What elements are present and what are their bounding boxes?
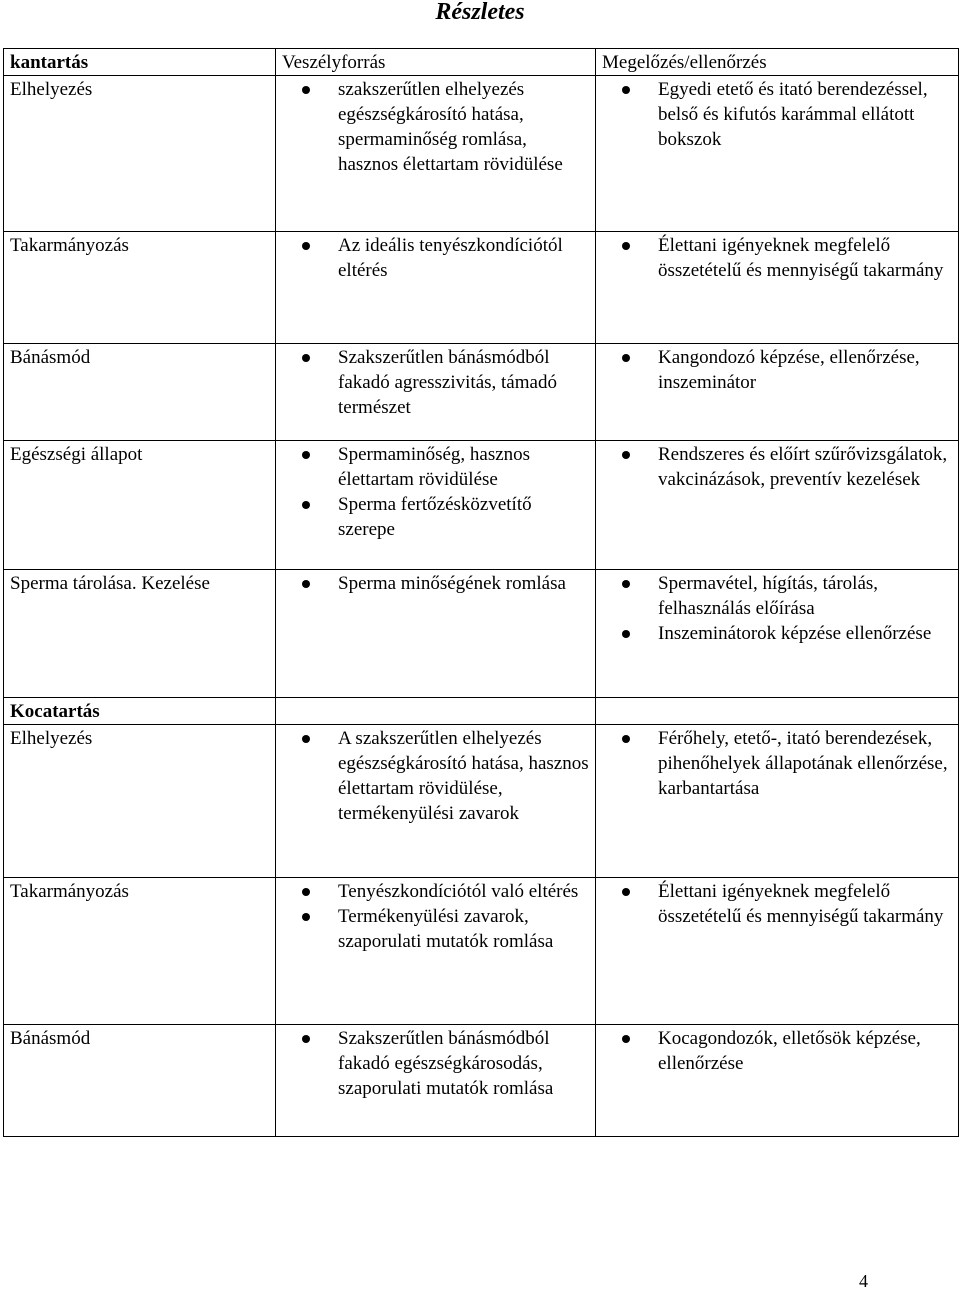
hazard-item: A szakszerűtlen elhelyezés egészségkárosító hatása, hasznos élettartam rövidülése, termékenyülési zavarok: [338, 728, 589, 824]
empty-cell: [276, 698, 596, 725]
table-row: [4, 344, 959, 441]
measure-cell: [596, 441, 959, 570]
row-label: Sperma tárolása. Kezelése: [4, 570, 276, 698]
hazard-table: [3, 48, 959, 1137]
measure-item: Egyedi etető és itató berendezéssel, belső és kifutós karámmal ellátott bokszok: [658, 77, 952, 152]
measure-item: Férőhely, etető-, itató berendezések, pihenőhelyek állapotának ellenőrzése, karbantartása: [658, 726, 952, 801]
row-label: Bánásmód: [4, 1025, 276, 1137]
hazard-item: Spermaminőség, hasznos élettartam rövidülése: [338, 442, 589, 492]
hazard-item: Szakszerűtlen bánásmódból fakadó agresszivitás, támadó természet: [338, 345, 589, 420]
hazard-cell: [276, 232, 596, 344]
measure-item: Rendszeres és előírt szűrővizsgálatok, vakcinázások, preventív kezelések: [658, 442, 952, 492]
header-kantartas: kantartás: [4, 49, 276, 76]
table-row: [4, 878, 959, 1025]
empty-cell: [596, 698, 959, 725]
table-row: [4, 570, 959, 698]
row-label: Bánásmód: [4, 344, 276, 441]
page-number: 4: [859, 1271, 868, 1291]
hazard-item: Sperma fertőzésközvetítő szerepe: [338, 492, 589, 542]
measure-cell: [596, 878, 959, 1025]
row-label: Takarmányozás: [4, 232, 276, 344]
hazard-cell: [276, 570, 596, 698]
row-label: Egészségi állapot: [4, 441, 276, 570]
measure-cell: [596, 725, 959, 878]
measure-cell: [596, 232, 959, 344]
row-label: Takarmányozás: [4, 878, 276, 1025]
hazard-cell: [276, 441, 596, 570]
hazard-item: Szakszerűtlen bánásmódból fakadó egészségkárosodás, szaporulati mutatók romlása: [338, 1026, 589, 1101]
measure-item: Élettani igényeknek megfelelő összetételű és mennyiségű takarmány: [658, 879, 952, 929]
measure-cell: [596, 570, 959, 698]
hazard-item: szakszerűtlen elhelyezés egészségkárosító hatása, spermaminőség romlása, hasznos élettartam rövidülése: [338, 77, 589, 177]
measure-item: Spermavétel, hígítás, tárolás, felhasználás előírása: [658, 571, 952, 621]
table-row: [4, 441, 959, 570]
measure-cell: [596, 344, 959, 441]
hazard-item: Az ideális tenyészkondíciótól eltérés: [338, 233, 589, 283]
row-label: Elhelyezés: [4, 725, 276, 878]
header-megelozes: Megelőzés/ellenőrzés: [596, 49, 959, 76]
header-veszelyforras: Veszélyforrás: [276, 49, 596, 76]
measure-cell: [596, 1025, 959, 1137]
measure-item: Inszeminátorok képzése ellenőrzése: [658, 621, 952, 646]
hazard-cell: [276, 725, 596, 878]
table-header-row: [4, 49, 959, 76]
measure-item: Élettani igényeknek megfelelő összetételű és mennyiségű takarmány: [658, 233, 952, 283]
hazard-cell: [276, 76, 596, 232]
hazard-item: Sperma minőségének romlása: [338, 571, 589, 596]
section-header-row: [4, 698, 959, 725]
hazard-item: Termékenyülési zavarok, szaporulati mutatók romlása: [338, 904, 589, 954]
table-row: [4, 232, 959, 344]
hazard-item: Tenyészkondíciótól való eltérés: [338, 879, 589, 904]
measure-cell: [596, 76, 959, 232]
measure-item: Kangondozó képzése, ellenőrzése, inszeminátor: [658, 345, 952, 395]
table-row: [4, 1025, 959, 1137]
hazard-cell: [276, 344, 596, 441]
table-row: [4, 725, 959, 878]
row-label: Elhelyezés: [4, 76, 276, 232]
page-title: Részletes: [435, 0, 525, 25]
hazard-cell: [276, 1025, 596, 1137]
table-row: [4, 76, 959, 232]
hazard-cell: [276, 878, 596, 1025]
measure-item: Kocagondozók, elletősök képzése, ellenőrzése: [658, 1026, 952, 1076]
header-kocatartas: Kocatartás: [4, 698, 276, 725]
